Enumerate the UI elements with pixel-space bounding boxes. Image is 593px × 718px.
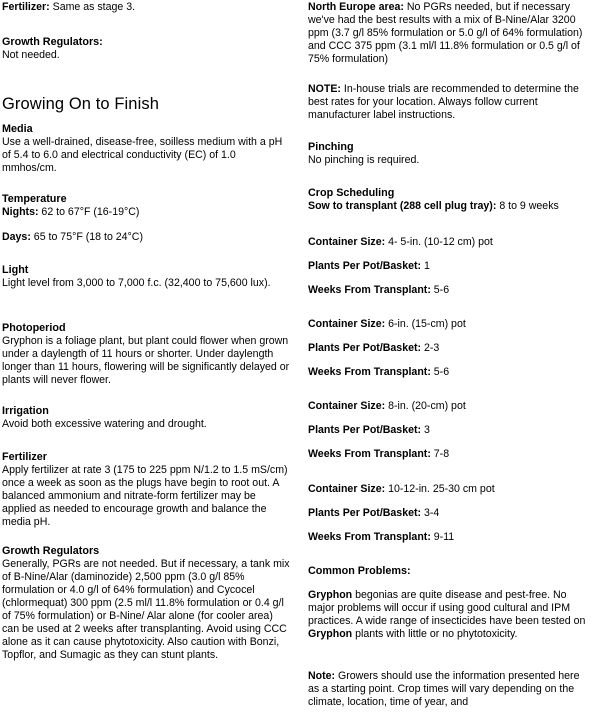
label: Note: (308, 670, 336, 682)
heading: Growth Regulators (2, 545, 100, 557)
grower-note (308, 670, 590, 709)
growth-regulators-section (2, 545, 292, 662)
container-label: Container Size: (308, 318, 386, 330)
days-text: 65 to 75°F (18 to 24°C) (30, 231, 143, 244)
crop-scheduling-section (308, 187, 590, 213)
schedule-group (308, 236, 590, 297)
text: Growers should use the information presented here as a starting point. Crop times will vary depending on the climate, location, time of year, and (308, 670, 580, 708)
heading: Growth Regulators: (2, 36, 103, 48)
plants-label: Plants Per Pot/Basket: (308, 506, 422, 519)
text: No PGRs needed, but if necessary we've had the best results with a mix of B-Nine/Alar 3200 ppm (3.7 g/l 85% formulation or 5.0 g/l of 64% formulation) and CCC 375 ppm (3.1 ml/l 11.8% formulation or 0.5 g/l of 75% formulation) (308, 1, 583, 65)
container-value: 6-in. (15-cm) pot (385, 318, 466, 330)
weeks-value: 7-8 (430, 447, 450, 460)
fertilizer-section (2, 451, 292, 529)
plants-value: 1 (421, 259, 430, 272)
label: Fertilizer: (2, 1, 50, 13)
photoperiod-section (2, 322, 292, 387)
container-value: 8-in. (20-cm) pot (385, 400, 466, 412)
text: Gryphon is a foliage plant, but plant could flower when grown under a daylength of 11 hours or shorter. Under daylength longer than 11 hours, flowering will be significantly delayed or plants will never flower. (2, 335, 290, 386)
brand-name: Gryphon (308, 589, 353, 602)
nights-label: Nights: (2, 206, 39, 219)
page-title: Growing On to Finish (2, 95, 159, 113)
plants-label: Plants Per Pot/Basket: (308, 341, 422, 354)
container-value: 10-12-in. 25-30 cm pot (385, 483, 495, 495)
plants-value: 3 (421, 423, 430, 436)
weeks-value: 5-6 (430, 365, 450, 378)
fertilizer-stage-note (2, 1, 292, 14)
north-europe-note (308, 1, 590, 66)
growth-regulators-stage-note (2, 36, 292, 62)
media-section (2, 123, 292, 175)
nights-text: 62 to 67°F (16-19°C) (38, 206, 140, 219)
plants-value: 2-3 (421, 341, 440, 354)
heading: Irrigation (2, 405, 49, 417)
heading: Temperature (2, 193, 67, 205)
container-label: Container Size: (308, 400, 386, 412)
brand-name: Gryphon (308, 627, 353, 640)
heading: Common Problems: (308, 565, 411, 577)
pinching-section (308, 141, 590, 167)
sow-label: Sow to transplant (288 cell plug tray): (308, 200, 497, 213)
plants-label: Plants Per Pot/Basket: (308, 259, 422, 272)
heading: Fertilizer (2, 451, 48, 463)
heading: Media (2, 123, 33, 135)
heading: Crop Scheduling (308, 187, 395, 199)
section-title (2, 94, 292, 114)
sow-text: 8 to 9 weeks (496, 200, 559, 213)
heading: Pinching (308, 141, 354, 153)
schedule-group (308, 318, 590, 379)
weeks-value: 9-11 (430, 530, 455, 543)
weeks-label: Weeks From Transplant: (308, 365, 431, 378)
weeks-label: Weeks From Transplant: (308, 530, 431, 543)
container-value: 4- 5-in. (10-12 cm) pot (385, 236, 493, 248)
schedule-group (308, 483, 590, 544)
text: Not needed. (2, 49, 60, 62)
plants-label: Plants Per Pot/Basket: (308, 423, 422, 436)
temperature-section (2, 193, 292, 244)
weeks-value: 5-6 (430, 283, 450, 296)
text: No pinching is required. (308, 154, 420, 167)
text: Use a well-drained, disease-free, soilless medium with a pH of 5.4 to 6.0 and electrical conductivity (EC) of 1.0 mmhos/cm. (2, 136, 283, 175)
container-label: Container Size: (308, 483, 386, 495)
text: begonias are quite disease and pest-free. No major problems will occur if using good cultural and IPM practices. A wide range of insecticides have been tested on (308, 589, 586, 628)
plants-value: 3-4 (421, 506, 440, 519)
text: Generally, PGRs are not needed. But if necessary, a tank mix of B-Nine/Alar (daminozide) 2,500 ppm (3.0 g/l 85% formulation or 4.0 g/l of 64% formulation) and Cycocel (chlormequat) 300 ppm (2.5 ml/l 11.8% formulation or 0.4 g/l of 75% formulation) or B-Nine/ Alar alone (for cooler area) can be used at 2 weeks after transplanting. Avoid using CCC alone as it can cause phytotoxicity. Also caution with Bonzi, Topflor, and Sumagic as they can stunt plants. (2, 558, 290, 661)
text: In-house trials are recommended to determine the best rates for your location. Always follow current manufacturer label instructions. (308, 83, 579, 121)
text: Avoid both excessive watering and drought. (2, 418, 207, 431)
text: plants with little or no phytotoxicity. (352, 627, 518, 640)
text: Apply fertilizer at rate 3 (175 to 225 ppm N/1.2 to 1.5 mS/cm) once a week as soon as the plugs have begin to root out. A balanced ammonium and nitrate-form fertilizer may be applied as needed to encourage growth and balance the media pH. (2, 464, 288, 528)
weeks-label: Weeks From Transplant: (308, 447, 431, 460)
heading: Light (2, 264, 29, 276)
container-label: Container Size: (308, 236, 386, 248)
text: Same as stage 3. (49, 1, 136, 13)
irrigation-section (2, 405, 292, 431)
text: Light level from 3,000 to 7,000 f.c. (32,400 to 75,600 lux). (2, 277, 271, 290)
days-label: Days: (2, 231, 31, 244)
light-section (2, 264, 292, 290)
weeks-label: Weeks From Transplant: (308, 283, 431, 296)
label: NOTE: (308, 83, 341, 95)
heading: Photoperiod (2, 322, 66, 334)
schedule-group (308, 400, 590, 461)
common-problems-section (308, 565, 590, 641)
label: North Europe area: (308, 1, 404, 13)
trial-note (308, 83, 590, 122)
